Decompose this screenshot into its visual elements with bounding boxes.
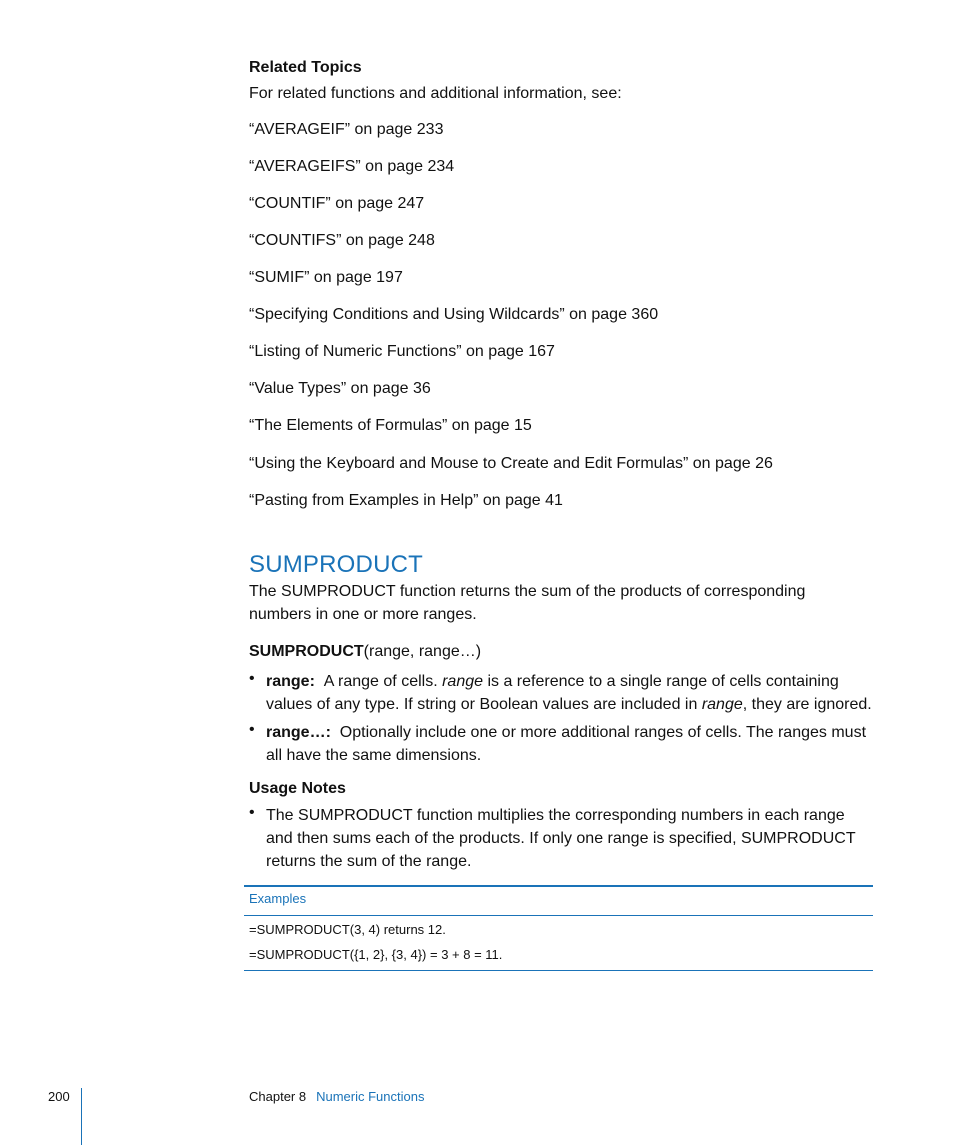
usage-note-line: and then sums each of the products. If only one range is specified, SUMPRODUCT <box>266 830 856 847</box>
argument-item <box>249 721 874 767</box>
examples-bottom-rule <box>244 970 873 971</box>
argument-name: range: <box>266 673 315 690</box>
examples-divider <box>244 915 873 916</box>
related-topic-link[interactable]: “Specifying Conditions and Using Wildcards” on page 360 <box>249 306 659 323</box>
section-description <box>249 580 874 626</box>
examples-heading: Examples <box>249 891 307 906</box>
function-syntax <box>249 640 874 663</box>
related-topic-link[interactable]: “Pasting from Examples in Help” on page 41 <box>249 492 563 509</box>
usage-note-line: The SUMPRODUCT function multiplies the corresponding numbers in each range <box>266 807 845 824</box>
argument-line: values of any type. If string or Boolean values are included in range, they are ignored. <box>266 696 872 713</box>
examples-top-rule <box>244 885 873 887</box>
related-topic-link[interactable]: “Value Types” on page 36 <box>249 380 431 397</box>
argument-line: all have the same dimensions. <box>266 747 482 764</box>
usage-note-item <box>249 804 874 873</box>
related-topic-link[interactable]: “AVERAGEIF” on page 233 <box>249 121 444 138</box>
related-topics-intro: For related functions and additional information, see: <box>249 85 622 102</box>
bullet-glyph: • <box>249 670 255 687</box>
related-topic-link[interactable]: “Using the Keyboard and Mouse to Create and Edit Formulas” on page 26 <box>249 455 773 472</box>
section-title: SUMPRODUCT <box>249 551 423 578</box>
argument-line: range…: Optionally include one or more additional ranges of cells. The ranges must <box>266 724 867 741</box>
related-topic-link[interactable]: “The Elements of Formulas” on page 15 <box>249 417 532 434</box>
footer-chapter <box>249 1089 424 1104</box>
description-line: The SUMPRODUCT function returns the sum of the products of corresponding <box>249 583 806 600</box>
related-topic-link[interactable]: “COUNTIF” on page 247 <box>249 195 425 212</box>
bullet-glyph: • <box>249 721 255 738</box>
bullet-glyph: • <box>249 804 255 821</box>
chapter-label: Chapter 8 <box>249 1089 307 1104</box>
argument-item <box>249 670 874 716</box>
syntax-function-name: SUMPRODUCT <box>249 643 364 660</box>
syntax-arguments: (range, range…) <box>363 643 482 660</box>
related-topic-link[interactable]: “AVERAGEIFS” on page 234 <box>249 158 455 175</box>
related-topic-link[interactable]: “COUNTIFS” on page 248 <box>249 232 435 249</box>
usage-notes-heading: Usage Notes <box>249 780 346 797</box>
footer-divider <box>81 1088 82 1145</box>
related-topic-link[interactable]: “SUMIF” on page 197 <box>249 269 403 286</box>
description-line: numbers in one or more ranges. <box>249 606 477 623</box>
page-number: 200 <box>48 1089 70 1104</box>
related-topics-heading: Related Topics <box>249 59 362 76</box>
example-line: =SUMPRODUCT(3, 4) returns 12. <box>249 922 446 937</box>
example-line: =SUMPRODUCT({1, 2}, {3, 4}) = 3 + 8 = 11. <box>249 947 503 962</box>
usage-note-line: returns the sum of the range. <box>266 853 472 870</box>
argument-line: range: A range of cells. range is a reference to a single range of cells containing <box>266 673 839 690</box>
related-topic-link[interactable]: “Listing of Numeric Functions” on page 167 <box>249 343 555 360</box>
chapter-section-link[interactable]: Numeric Functions <box>316 1089 425 1104</box>
argument-name: range…: <box>266 724 331 741</box>
